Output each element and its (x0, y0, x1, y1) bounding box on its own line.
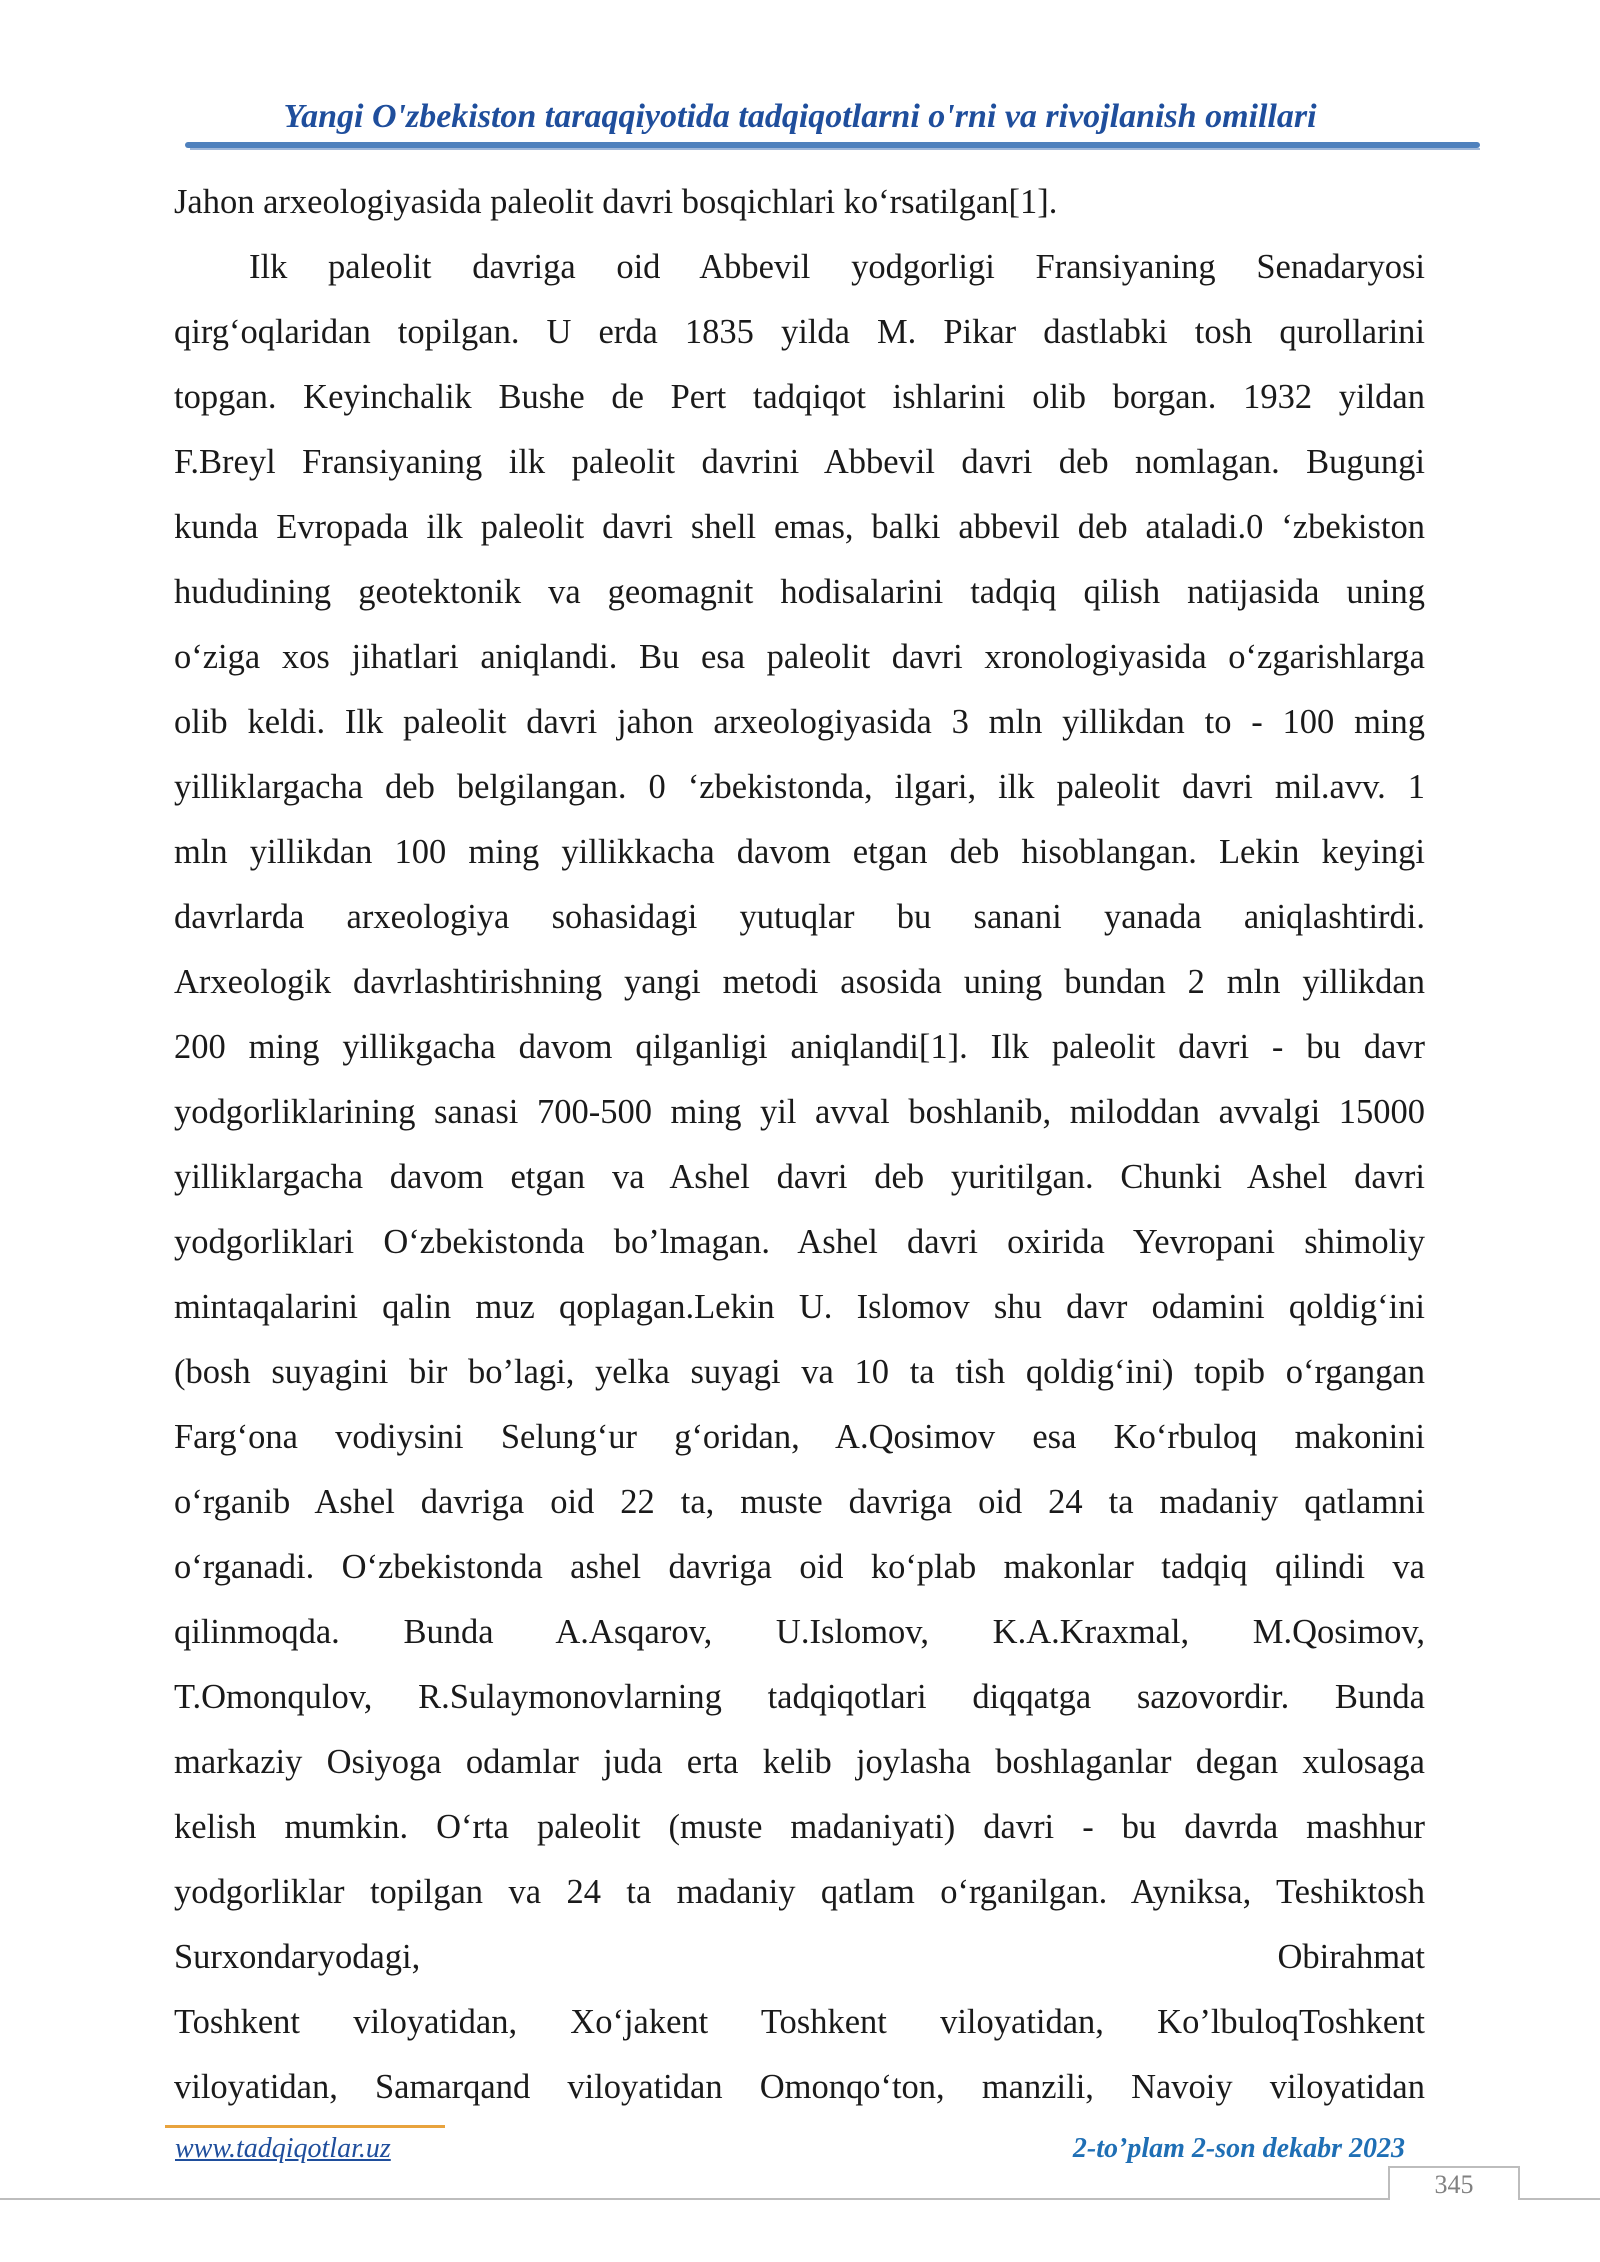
text-line: Toshkent viloyatidan, Xo‘jakent Toshkent viloyatidan, Ko’lbuloqToshkent (174, 2003, 1425, 2041)
text-line: F.Breyl Fransiyaning ilk paleolit davrini Abbevil davri deb nomlagan. Bugungi (174, 443, 1425, 481)
footer-website-link[interactable]: www.tadqiqotlar.uz (175, 2133, 391, 2164)
text-line: Arxeologik davrlashtirishning yangi metodi asosida uning bundan 2 mln yillikdan (174, 963, 1425, 1001)
text-line: yilliklargacha deb belgilangan. 0 ‘zbekistonda, ilgari, ilk paleolit davri mil.avv. 1 (174, 768, 1425, 806)
text-line: topgan. Keyinchalik Bushe de Pert tadqiqot ishlarini olib borgan. 1932 yildan (174, 378, 1425, 416)
text-line: qirg‘oqlaridan topilgan. U erda 1835 yilda M. Pikar dastlabki tosh qurollarini (174, 313, 1425, 351)
text-line: Jahon arxeologiyasida paleolit davri bosqichlari ko‘rsatilgan[1]. (174, 183, 1058, 221)
text-line: markaziy Osiyoga odamlar juda erta kelib joylasha boshlaganlar degan xulosaga (174, 1743, 1425, 1781)
text-line: o‘ziga xos jihatlari aniqlandi. Bu esa paleolit davri xronologiyasida o‘zgarishlarga (174, 638, 1425, 676)
text-line: davrlarda arxeologiya sohasidagi yutuqlar bu sanani yanada aniqlashtirdi. (174, 898, 1425, 936)
text-line: yodgorliklarining sanasi 700-500 ming yil avval boshlanib, miloddan avvalgi 15000 (174, 1093, 1425, 1131)
article-body (174, 170, 1425, 2120)
text-line: kelish mumkin. O‘rta paleolit (muste madaniyati) davri - bu davrda mashhur (174, 1808, 1425, 1846)
text-line: mln yillikdan 100 ming yillikkacha davom etgan deb hisoblangan. Lekin keyingi (174, 833, 1425, 871)
header-divider-shadow (190, 148, 1480, 150)
text-line: kunda Evropada ilk paleolit davri shell emas, balki abbevil deb ataladi.0 ‘zbekiston (174, 508, 1425, 546)
text-line: T.Omonqulov, R.Sulaymonovlarning tadqiqotlari diqqatga sazovordir. Bunda (174, 1678, 1425, 1716)
text-line-split (174, 1925, 1425, 1990)
text-line: qilinmoqda. Bunda A.Asqarov, U.Islomov, K.A.Kraxmal, M.Qosimov, (174, 1613, 1425, 1651)
text-line: yodgorliklar topilgan va 24 ta madaniy qatlam o‘rganilgan. Ayniksa, Teshiktosh (174, 1873, 1425, 1911)
text-line: viloyatidan, Samarqand viloyatidan Omonqo‘ton, manzili, Navoiy viloyatidan (174, 2068, 1425, 2106)
text-line: Farg‘ona vodiysini Selung‘ur g‘oridan, A.Qosimov esa Ko‘rbuloq makonini (174, 1418, 1425, 1456)
text-line: olib keldi. Ilk paleolit davri jahon arxeologiyasida 3 mln yillikdan to - 100 ming (174, 703, 1425, 741)
footer-issue-info: 2-to’plam 2-son dekabr 2023 (1072, 2133, 1405, 2164)
footer-divider (165, 2125, 445, 2128)
text-line: mintaqalarini qalin muz qoplagan.Lekin U. Islomov shu davr odamini qoldig‘ini (174, 1288, 1425, 1326)
journal-header-title: Yangi O'zbekiston taraqqiyotida tadqiqotlarni o'rni va rivojlanish omillari (283, 98, 1317, 135)
text-line: yodgorliklari O‘zbekistonda bo’lmagan. Ashel davri oxirida Yevropani shimoliy (174, 1223, 1425, 1261)
page-number: 345 (1388, 2166, 1520, 2200)
page-bottom-rule (0, 2198, 1600, 2200)
text-line: hududining geotektonik va geomagnit hodisalarini tadqiq qilish natijasida uning (174, 573, 1425, 611)
text-fragment-right: Obirahmat (1277, 1938, 1425, 1976)
text-line: 200 ming yillikgacha davom qilganligi aniqlandi[1]. Ilk paleolit davri - bu davr (174, 1028, 1425, 1066)
text-line: yilliklargacha davom etgan va Ashel davri deb yuritilgan. Chunki Ashel davri (174, 1158, 1425, 1196)
text-fragment-left: Surxondaryodagi, (174, 1938, 421, 1976)
text-line: Ilk paleolit davriga oid Abbevil yodgorligi Fransiyaning Senadaryosi (249, 248, 1425, 286)
text-line: o‘rganadi. O‘zbekistonda ashel davriga oid ko‘plab makonlar tadqiq qilindi va (174, 1548, 1425, 1586)
text-line: o‘rganib Ashel davriga oid 22 ta, muste davriga oid 24 ta madaniy qatlamni (174, 1483, 1425, 1521)
text-line: (bosh suyagini bir bo’lagi, yelka suyagi va 10 ta tish qoldig‘ini) topib o‘rgangan (174, 1353, 1425, 1391)
